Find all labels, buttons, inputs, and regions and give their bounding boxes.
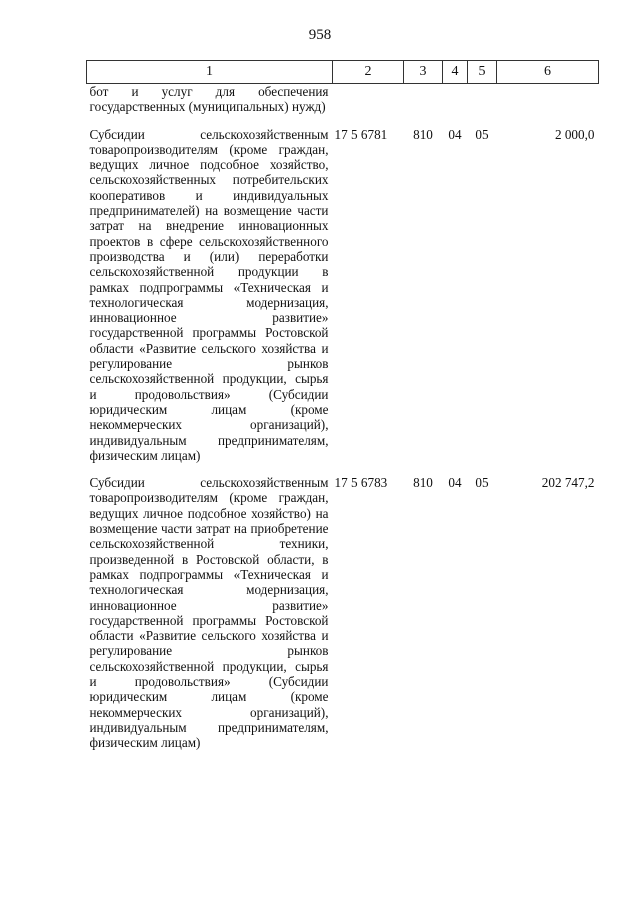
page-number: 958 <box>308 27 332 43</box>
column-header: 5 <box>468 61 497 84</box>
row-expense-type: 810 <box>413 475 433 491</box>
column-header: 4 <box>443 61 468 84</box>
column-header: 2 <box>333 61 404 84</box>
row-target-code: 17 5 6783 <box>334 475 388 491</box>
row-amount: 202 747,2 <box>541 475 595 491</box>
row-section: 04 <box>448 126 462 142</box>
row-subsection: 05 <box>475 475 489 491</box>
budget-table <box>86 60 599 750</box>
continuation-row <box>87 84 599 115</box>
table-row <box>87 475 599 750</box>
table-row <box>87 127 599 464</box>
column-header: 3 <box>404 61 443 84</box>
row-section: 04 <box>448 475 462 491</box>
row-target-code: 17 5 6781 <box>334 126 388 142</box>
table-header-row <box>87 61 599 84</box>
row-subsection: 05 <box>475 126 489 142</box>
row-description: Субсидии сельскохозяйственным товаропроизводителям (кроме граждан, ведущих личное подсобное хозяйство) на возмещение части затрат на приобретение сельскохозяйственной техники, произведенной в Ростовской области, в рамках подпрограммы «Техническая и технологическая модернизация, инновационное развитие» государственной программы Ростовской области «Развитие сельского хозяйства и регулирование рынков сельскохозяйственной продукции, сырья и продовольствия» (Субсидии юридическим лицам (кроме некоммерческих организаций), индивидуальным предпринимателям, физическим лицам) <box>89 475 329 751</box>
continuation-text: бот и услуг для обеспечения государственных (муниципальных) нужд) <box>89 84 329 115</box>
column-header: 6 <box>497 61 599 84</box>
row-expense-type: 810 <box>413 126 433 142</box>
row-description: Субсидии сельскохозяйственным товаропроизводителям (кроме граждан, ведущих личное подсобное хозяйство, сельскохозяйственных потребительских кооперативов и индивидуальных предпринимателей) на возмещение части затрат на внедрение инновационных проектов в сфере сельскохозяйственного производства и (или) переработки сельскохозяйственной продукции в рамках подпрограммы «Техническая и технологическая модернизация, инновационное развитие» государственной программы Ростовской области «Развитие сельского хозяйства и регулирование рынков сельскохозяйственной продукции, сырья и продовольствия» (Субсидии юридическим лицам (кроме некоммерческих организаций), индивидуальным предпринимателям, физическим лицам) <box>89 126 329 463</box>
column-header: 1 <box>87 61 333 84</box>
row-amount: 2 000,0 <box>554 126 595 142</box>
